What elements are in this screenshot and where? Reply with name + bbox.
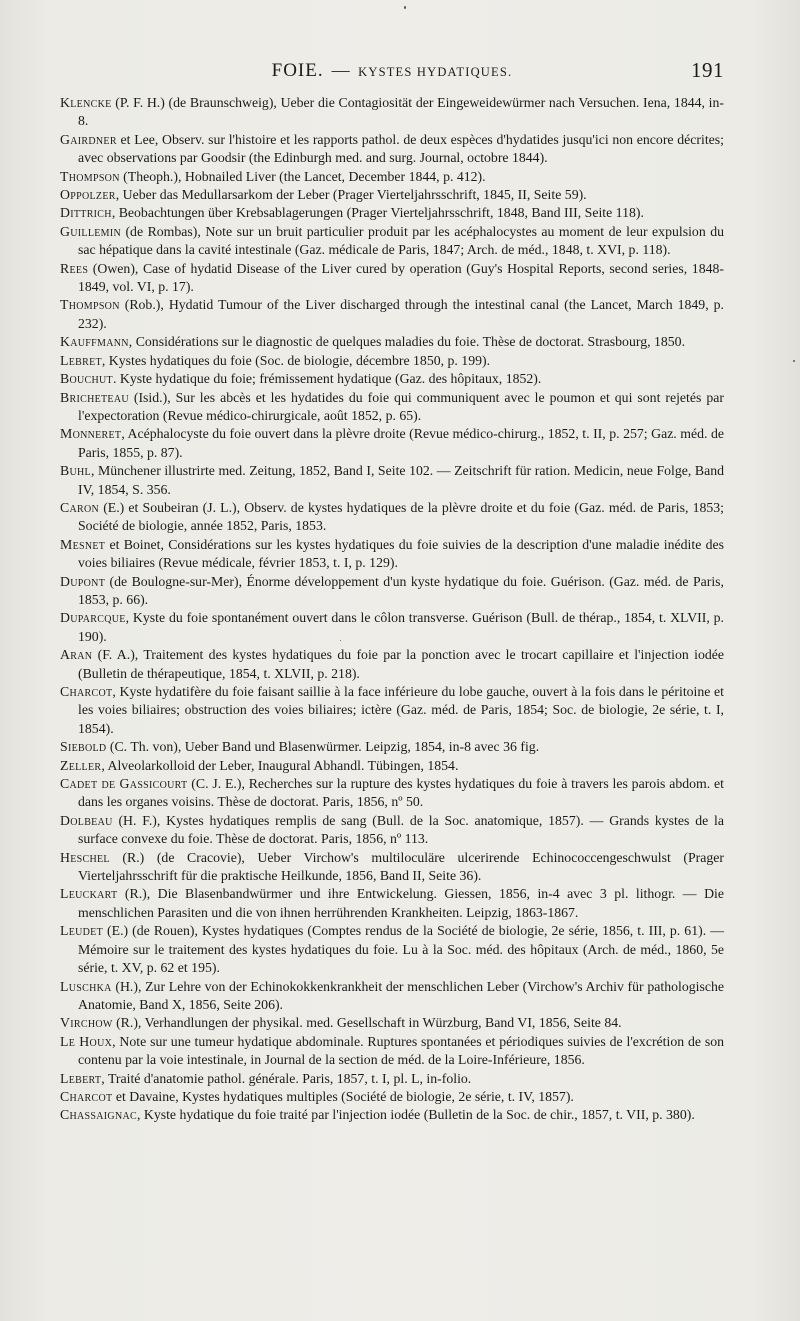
entry-author: Caron — [60, 499, 100, 515]
entry-text: et Lee, Observ. sur l'histoire et les rapports pathol. de deux espèces d'hydatides jusqu'ici non encore décrites; avec observations par Goodsir (the Edinburgh med. and surg. Journal, octobre 1844). — [78, 131, 724, 166]
entry-author: Aran — [60, 647, 93, 663]
entry-text: , Kyste hydatique du foie traité par l'injection iodée (Bulletin de la Soc. de chir., 1857, t. VII, p. 380). — [136, 1107, 695, 1123]
bibliography-entry — [60, 333, 724, 351]
entry-author: Duparcque — [60, 610, 126, 626]
entry-author: Guillemin — [60, 223, 121, 239]
bibliography-entry — [60, 425, 724, 462]
entry-author: Leudet — [60, 923, 103, 939]
entry-author: Lebert — [60, 1070, 102, 1086]
bibliography-entry — [60, 499, 724, 536]
running-header — [60, 58, 724, 88]
bibliography-entry — [60, 1014, 724, 1032]
entry-text: (P. F. H.) (de Braunschweig), Ueber die Contagiosität der Eingeweidewürmer nach Versuchen. Iena, 1844, in-8. — [78, 95, 724, 129]
running-title — [60, 60, 724, 82]
entry-text: et Boinet, Considérations sur les kystes hydatiques du foie suivies de la description d'une maladie inédite des voies biliaires (Revue médicale, février 1853, t. I, p. 129). — [78, 536, 724, 571]
bibliography-entry — [60, 757, 724, 775]
entry-author: Luschka — [60, 978, 112, 994]
bibliography-entry — [60, 609, 724, 646]
page-number: 191 — [691, 58, 724, 82]
entry-text: , Considérations sur le diagnostic de quelques maladies du foie. Thèse de doctorat. Strasbourg, 1850. — [128, 334, 686, 350]
entry-text: (Owen), Case of hydatid Disease of the Liver cured by operation (Guy's Hospital Reports, second series, 1848-1849, vol. VI, p. 17). — [78, 260, 724, 295]
entry-text: (R.), Die Blasenbandwürmer und ihre Entwickelung. Giessen, 1856, in-4 avec 3 pl. lithogr. — Die menschlichen Parasiten und die von ihnen herrührenden Krankheiten. Leipzig, 1863-1867. — [78, 886, 724, 920]
entry-text: (F. A.), Traitement des kystes hydatiques du foie par la ponction avec le trocart capillaire et l'injection iodée (Bulletin de thérapeutique, 1854, t. XLVII, p. 218). — [78, 647, 724, 681]
entry-text: (R.) (de Cracovie), Ueber Virchow's multiloculäre ulcerirende Echinococcengeschwulst (Prager Vierteljahrsschrift für die praktische Heilkunde, 1856, Band II, Seite 36). — [78, 849, 724, 884]
entry-author: Dolbeau — [60, 812, 113, 828]
entry-author: Thompson — [60, 297, 120, 313]
entry-text: (Theoph.), Hobnailed Liver (the Lancet, December 1844, p. 412). — [119, 168, 486, 184]
bibliography-list — [60, 94, 724, 1125]
entry-author: Mesnet — [60, 536, 106, 552]
bibliography-entry — [60, 131, 724, 168]
entry-author: Oppolzer — [60, 187, 116, 203]
entry-text: . Kyste hydatique du foie; frémissement hydatique (Gaz. des hôpitaux, 1852). — [112, 371, 542, 387]
entry-author: Virchow — [60, 1015, 113, 1031]
entry-author: Dittrich — [60, 205, 112, 221]
title-dash: — — [331, 60, 351, 80]
bibliography-entry — [60, 296, 724, 333]
entry-text: , Note sur une tumeur hydatique abdominale. Ruptures spontanées et périodiques suivies de l'excrétion de son contenu par la voie intestinale, in Journal de la section de méd. de la Loire-Inférieure, 1856. — [78, 1033, 725, 1068]
title-main: FOIE. — [271, 60, 324, 81]
entry-text: (C. J. E.), Recherches sur la rupture des kystes hydatiques du foie à travers les parois abdom. et dans les organes voisins. Thèse de doctorat. Paris, 1856, nº 50. — [78, 776, 724, 810]
bibliography-entry — [60, 94, 724, 131]
entry-text: , Münchener illustrirte med. Zeitung, 1852, Band I, Seite 102. — Zeitschrift für ration. Medicin, neue Folge, Band IV, 1854, S. 356. — [78, 463, 724, 497]
entry-author: Klencke — [60, 95, 112, 110]
bibliography-entry — [60, 922, 724, 977]
entry-text: , Beobachtungen über Krebsablagerungen (Prager Vierteljahrsschrift, 1848, Band III, Seite 118). — [111, 205, 644, 221]
entry-text: (de Boulogne-sur-Mer), Énorme développement d'un kyste hydatique du foie. Guérison. (Gaz. méd. de Paris, 1853, p. 66). — [78, 573, 724, 607]
speck — [340, 640, 341, 641]
entry-author: Charcot — [60, 1088, 113, 1104]
bibliography-entry — [60, 812, 724, 849]
entry-text: (C. Th. von), Ueber Band und Blasenwürmer. Leipzig, 1854, in-8 avec 36 fig. — [106, 739, 540, 755]
entry-text: (R.), Verhandlungen der physikal. med. Gesellschaft in Würzburg, Band VI, 1856, Seite 84. — [112, 1015, 622, 1031]
bibliography-entry — [60, 1070, 724, 1088]
entry-author: Monneret — [60, 426, 122, 442]
bibliography-entry — [60, 646, 724, 683]
entry-author: Bouchut — [60, 371, 113, 387]
entry-text: et Davaine, Kystes hydatiques multiples (Société de biologie, 2e série, t. IV, 1857). — [112, 1088, 574, 1104]
title-sub: KYSTES HYDATIQUES. — [358, 65, 513, 79]
entry-author: Charcot — [60, 684, 113, 699]
bibliography-entry — [60, 978, 724, 1015]
entry-author: Rees — [60, 260, 89, 276]
entry-text: (de Rombas), Note sur un bruit particulier produit par les acéphalocystes au moment de leur expulsion du sac hépatique dans la cavité intestinale (Gaz. médicale de Paris, 1847; Arch. de méd., 1848, t. XVI, p. 118). — [78, 223, 724, 258]
entry-author: Thompson — [60, 168, 120, 184]
bibliography-entry — [60, 389, 724, 426]
entry-author: Heschel — [60, 849, 110, 865]
speck — [793, 360, 795, 362]
entry-text: (Rob.), Hydatid Tumour of the Liver discharged through the intestinal canal (the Lancet, March 1849, p. 232). — [78, 297, 724, 331]
bibliography-entry — [60, 204, 724, 222]
bibliography-entry — [60, 223, 724, 260]
entry-text: , Kyste du foie spontanément ouvert dans le côlon transverse. Guérison (Bull. de thérap., 1854, t. XLVII, p. 190). — [78, 610, 724, 644]
bibliography-entry — [60, 1088, 724, 1106]
bibliography-entry — [60, 186, 724, 204]
entry-text: (H.), Zur Lehre von der Echinokokkenkrankheit der menschlichen Leber (Virchow's Archiv für pathologische Anatomie, Band X, 1856, Seite 206). — [78, 978, 724, 1012]
bibliography-entry — [60, 683, 724, 738]
bibliography-entry — [60, 536, 724, 573]
bibliography-entry — [60, 738, 724, 756]
entry-author: Bricheteau — [60, 389, 129, 405]
bibliography-entry — [60, 462, 724, 499]
entry-text: , Kyste hydatifère du foie faisant saillie à la face inférieure du lobe gauche, ouvert à la fois dans le péritoine et les voies biliaires; obstruction des voies biliaires; ictère (Gaz. méd. de Paris, 1854; Soc. de biologie, 2e série, t. I, 1854). — [78, 684, 724, 736]
entry-text: , Kystes hydatiques du foie (Soc. de biologie, décembre 1850, p. 199). — [101, 352, 491, 368]
speck — [404, 6, 406, 9]
entry-text: (E.) et Soubeiran (J. L.), Observ. de kystes hydatiques de la plèvre droite et du foie (Gaz. méd. de Paris, 1853; Société de biologie, année 1852, Paris, 1853. — [78, 499, 724, 534]
entry-author: Dupont — [60, 573, 106, 589]
bibliography-entry — [60, 168, 724, 186]
entry-text: , Alveolarkolloid der Leber, Inaugural Abhandl. Tübingen, 1854. — [101, 757, 459, 773]
entry-author: Chassaignac — [60, 1107, 137, 1123]
entry-author: Kauffmann — [60, 334, 129, 350]
entry-text: (E.) (de Rouen), Kystes hydatiques (Comptes rendus de la Société de biologie, 2e série, 1856, t. III, p. 61). — Mémoire sur le traitement des kystes hydatiques du foie. Lu à la Soc. méd. des hôpitaux (Arch. de méd., 1860, 5e série, t. XV, p. 62 et 195). — [78, 923, 724, 976]
bibliography-entry — [60, 352, 724, 370]
bibliography-entry — [60, 370, 724, 388]
bibliography-entry — [60, 775, 724, 812]
bibliography-entry — [60, 573, 724, 610]
bibliography-entry — [60, 1033, 724, 1070]
bibliography-entry — [60, 260, 724, 297]
bibliography-entry — [60, 885, 724, 922]
entry-author: Lebret — [60, 352, 102, 368]
bibliography-entry — [60, 849, 724, 886]
entry-author: Cadet de Gassicourt — [60, 776, 188, 792]
entry-text: , Ueber das Medullarsarkom der Leber (Prager Vierteljahrsschrift, 1845, II, Seite 59). — [115, 187, 587, 203]
entry-text: (Isid.), Sur les abcès et les hydatides du foie qui communiquent avec le poumon et qui sont rejetés par l'expectoration (Revue médico-chirurgicale, août 1852, p. 65). — [78, 389, 724, 423]
entry-text: (H. F.), Kystes hydatiques remplis de sang (Bull. de la Soc. anatomique, 1857). — Grands kystes de la surface convexe du foie. Thèse de doctorat. Paris, 1856, nº 113. — [78, 812, 724, 847]
entry-author: Leuckart — [60, 886, 118, 902]
entry-author: Siebold — [60, 739, 107, 755]
bibliography-entry — [60, 1106, 724, 1124]
entry-text: , Traité d'anatomie pathol. générale. Paris, 1857, t. I, pl. L, in-folio. — [101, 1070, 472, 1086]
entry-author: Le Houx — [60, 1033, 113, 1049]
entry-author: Buhl — [60, 463, 91, 479]
entry-text: , Acéphalocyste du foie ouvert dans la plèvre droite (Revue médico-chirurg., 1852, t. II, p. 257; Gaz. méd. de Paris, 1855, p. 87). — [78, 426, 724, 460]
entry-author: Zeller — [60, 757, 102, 773]
entry-author: Gairdner — [60, 131, 117, 147]
